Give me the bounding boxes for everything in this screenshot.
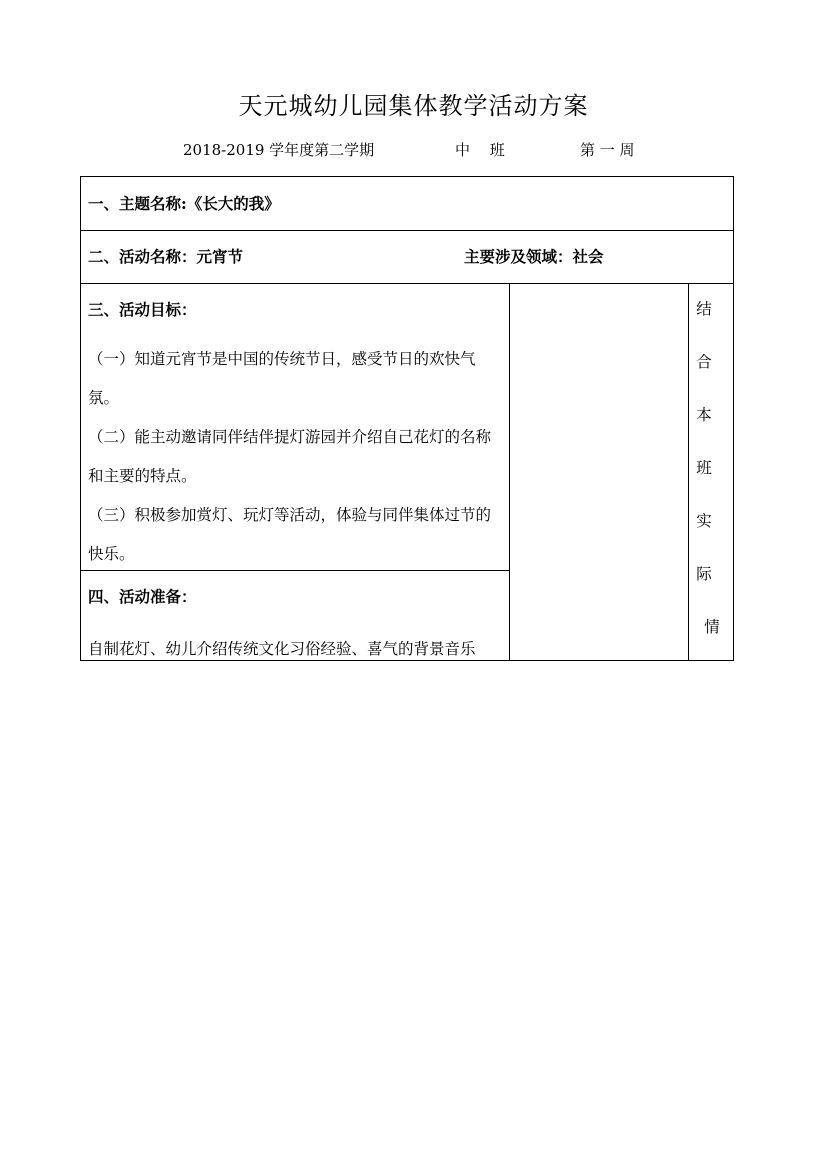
goal-item-3: （三）积极参加赏灯、玩灯等活动，体验与同伴集体过节的快乐。 [88,506,492,563]
side-char: 结 [696,300,712,318]
goal-item-1: （一）知道元宵节是中国的传统节日，感受节日的欢快气氛。 [88,350,476,407]
page-title: 天元城幼儿园集体教学活动方案 [238,92,589,120]
row-divider [81,230,733,231]
semester-label: 2018-2019 学年度第二学期 [183,141,375,159]
week-label: 第 一 周 [580,141,635,159]
side-char: 本 [696,406,712,424]
side-char: 班 [696,459,712,477]
side-char: 合 [696,353,712,371]
activity-plan-table [80,176,734,661]
theme-name: 一、主题名称:《长大的我》 [88,194,280,213]
domain-label: 主要涉及领域：社会 [464,247,604,266]
goals-heading: 三、活动目标： [88,300,197,319]
column-divider [509,283,510,660]
activity-name: 二、活动名称：元宵节 [88,247,244,266]
prep-heading: 四、活动准备： [88,587,197,606]
side-char: 际 [696,565,712,583]
side-char: 实 [696,512,712,530]
row-divider [81,283,733,284]
goal-item-2: （二）能主动邀请同伴结伴提灯游园并介绍自己花灯的名称和主要的特点。 [88,428,492,485]
side-char: 情 [704,618,720,636]
class-label: 中 班 [455,141,505,159]
prep-text: 自制花灯、幼儿介绍传统文化习俗经验、喜气的背景音乐 [88,640,476,658]
